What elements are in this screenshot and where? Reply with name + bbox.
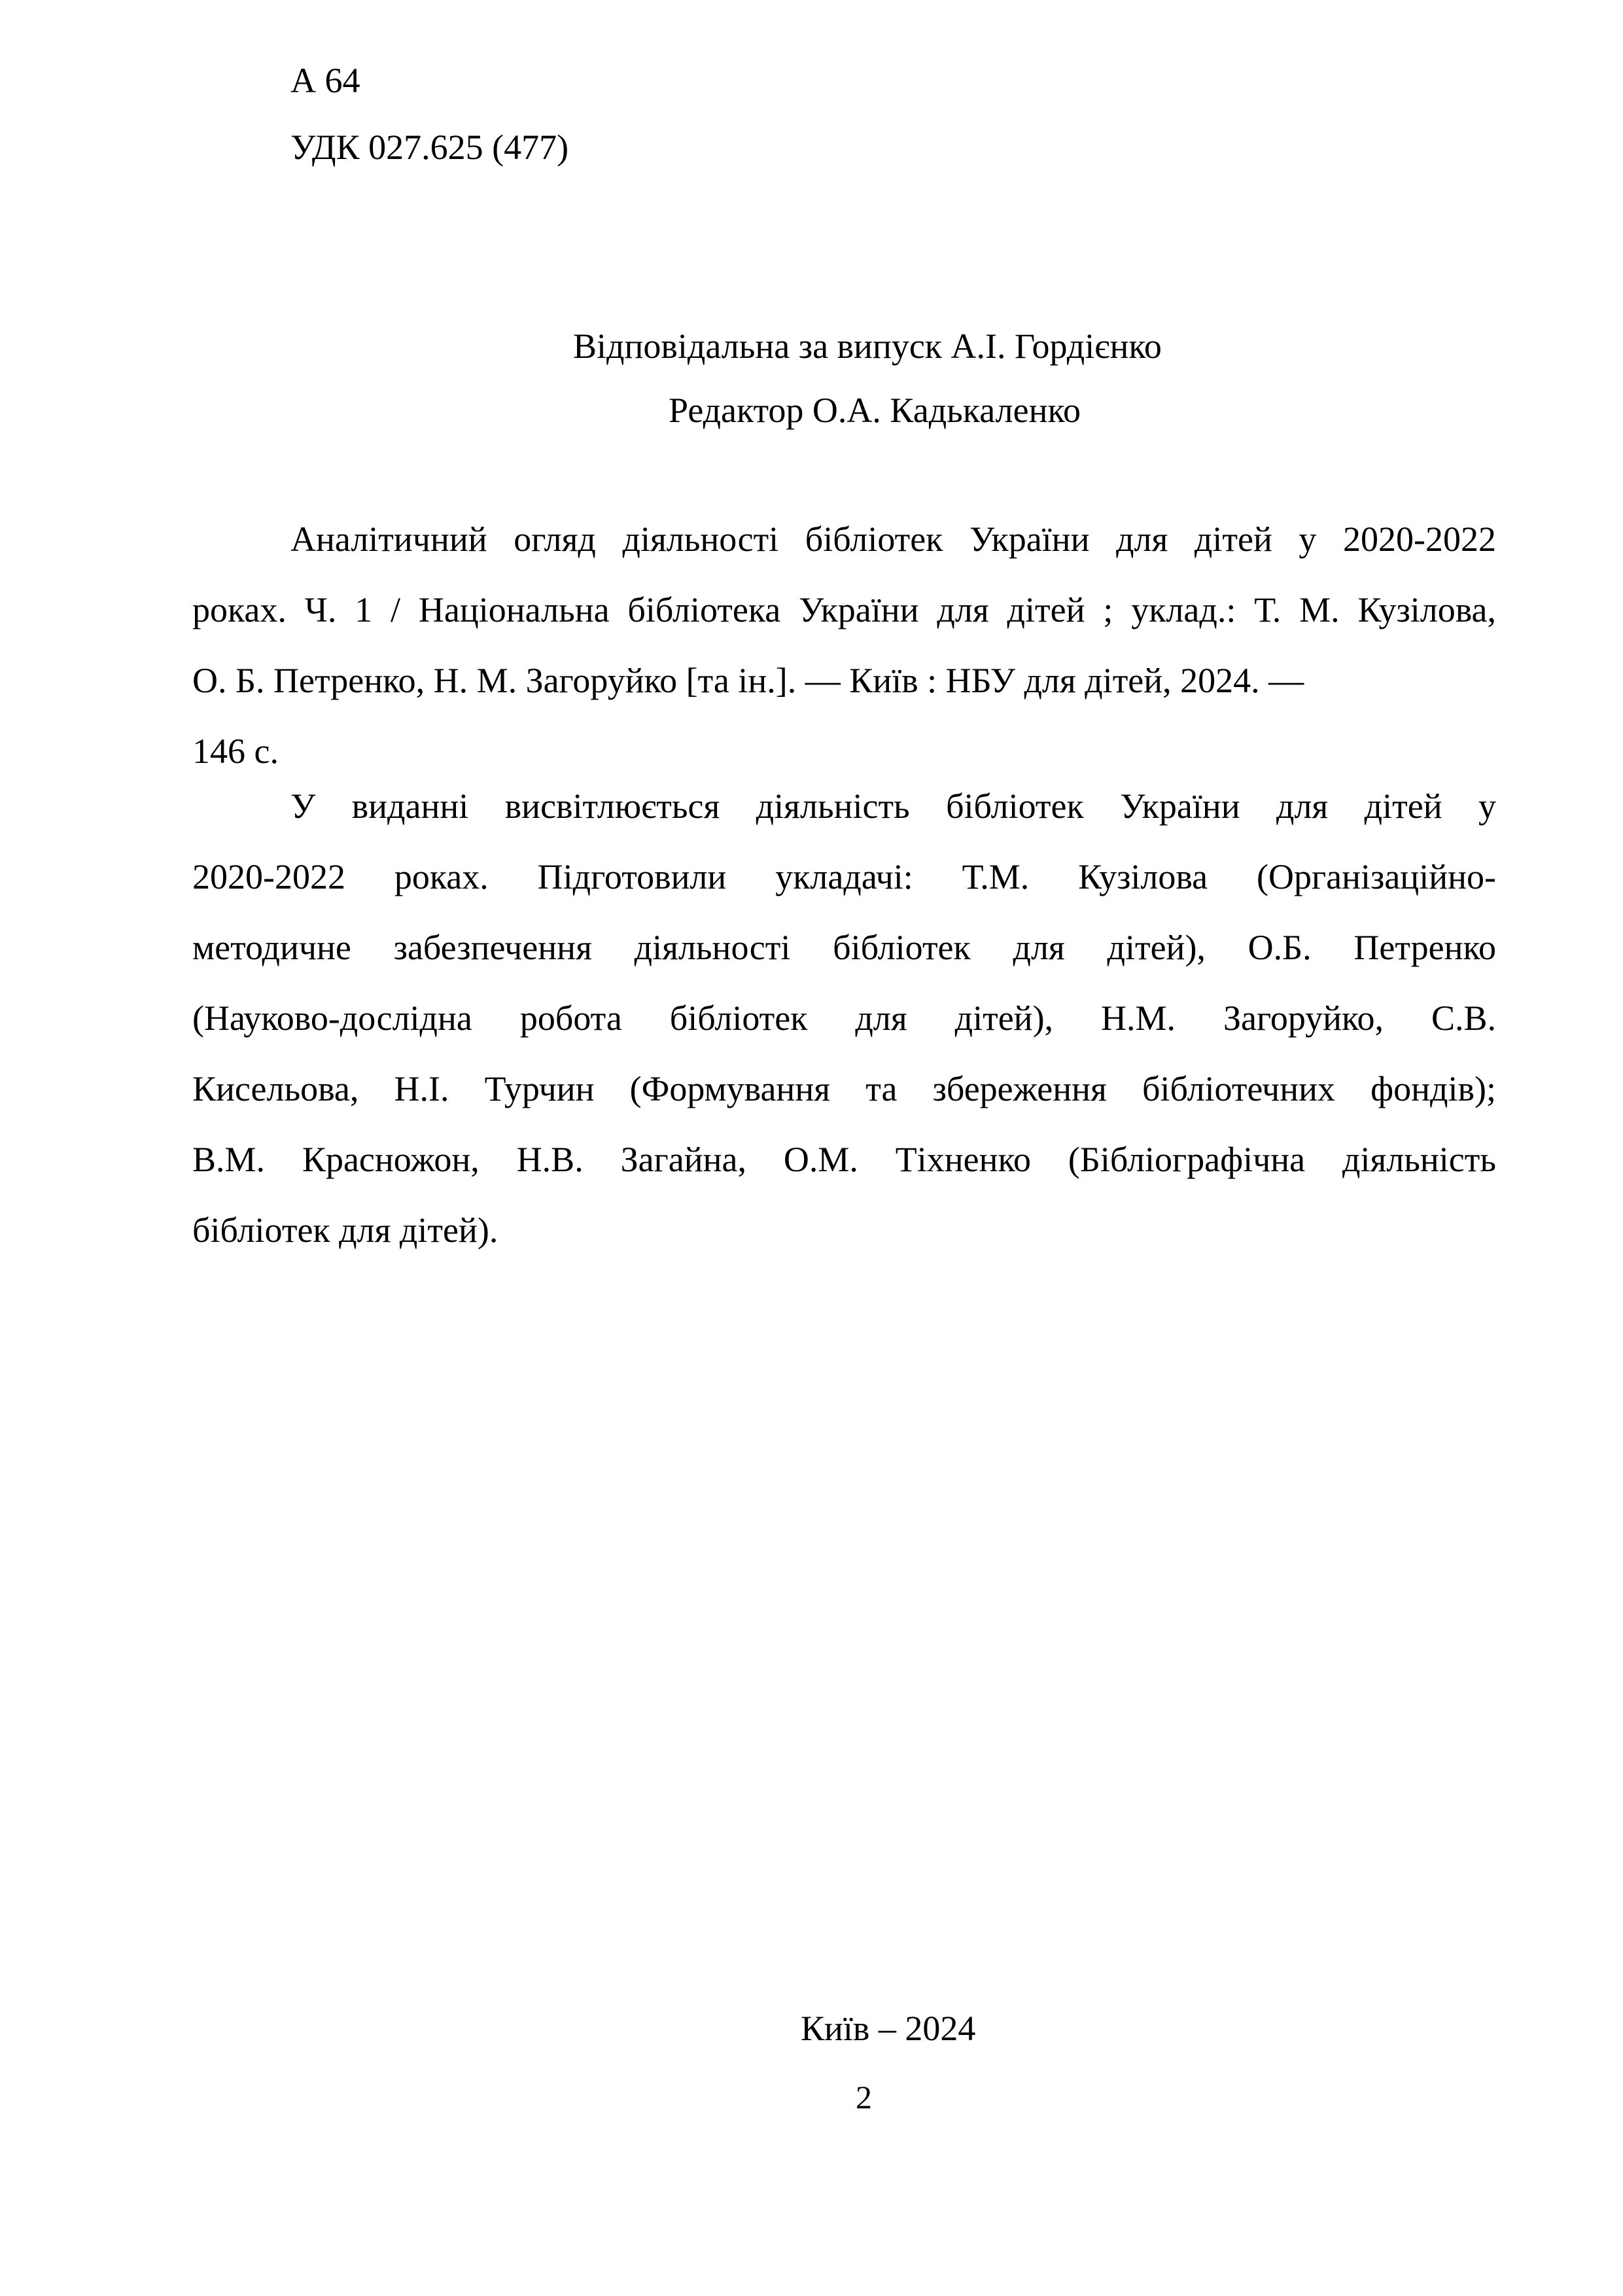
annotation-line: бібліотек для дітей).: [192, 1210, 498, 1250]
annotation-line: В.М. Красножон, Н.В. Загайна, О.М. Тіхненко (Бібліографічна діяльність: [192, 1140, 1496, 1179]
place-and-year: Київ – 2024: [801, 2009, 976, 2048]
bibliographic-record: [192, 504, 1496, 786]
annotation: [192, 771, 1496, 1265]
annotation-line: 2020-2022 роках. Підготовили укладачі: Т.М. Кузілова (Організаційно-: [192, 857, 1496, 896]
responsible-person: Відповідальна за випуск А.І. Гордієнко: [573, 327, 1162, 366]
annotation-line: Кисельова, Н.І. Турчин (Формування та збереження бібліотечних фондів);: [192, 1069, 1496, 1108]
page-number: 2: [856, 2079, 872, 2115]
annotation-line: У виданні висвітлюється діяльність бібліотек України для дітей у: [290, 786, 1496, 826]
bibliographic-line: О. Б. Петренко, Н. М. Загоруйко [та ін.]. — Київ : НБУ для дітей, 2024. —: [192, 661, 1304, 700]
library-index: А 64: [290, 61, 360, 100]
udk-code: УДК 027.625 (477): [290, 128, 569, 167]
bibliographic-line: 146 с.: [192, 732, 279, 771]
bibliographic-line: Аналітичний огляд діяльності бібліотек України для дітей у 2020-2022: [290, 520, 1496, 559]
bibliographic-line: роках. Ч. 1 / Національна бібліотека України для дітей ; уклад.: Т. М. Кузілова,: [192, 590, 1496, 629]
annotation-line: (Науково-дослідна робота бібліотек для дітей), Н.М. Загоруйко, С.В.: [192, 998, 1496, 1038]
editor: Редактор О.А. Кадькаленко: [669, 391, 1081, 430]
annotation-line: методичне забезпечення діяльності бібліотек для дітей), О.Б. Петренко: [192, 928, 1496, 967]
